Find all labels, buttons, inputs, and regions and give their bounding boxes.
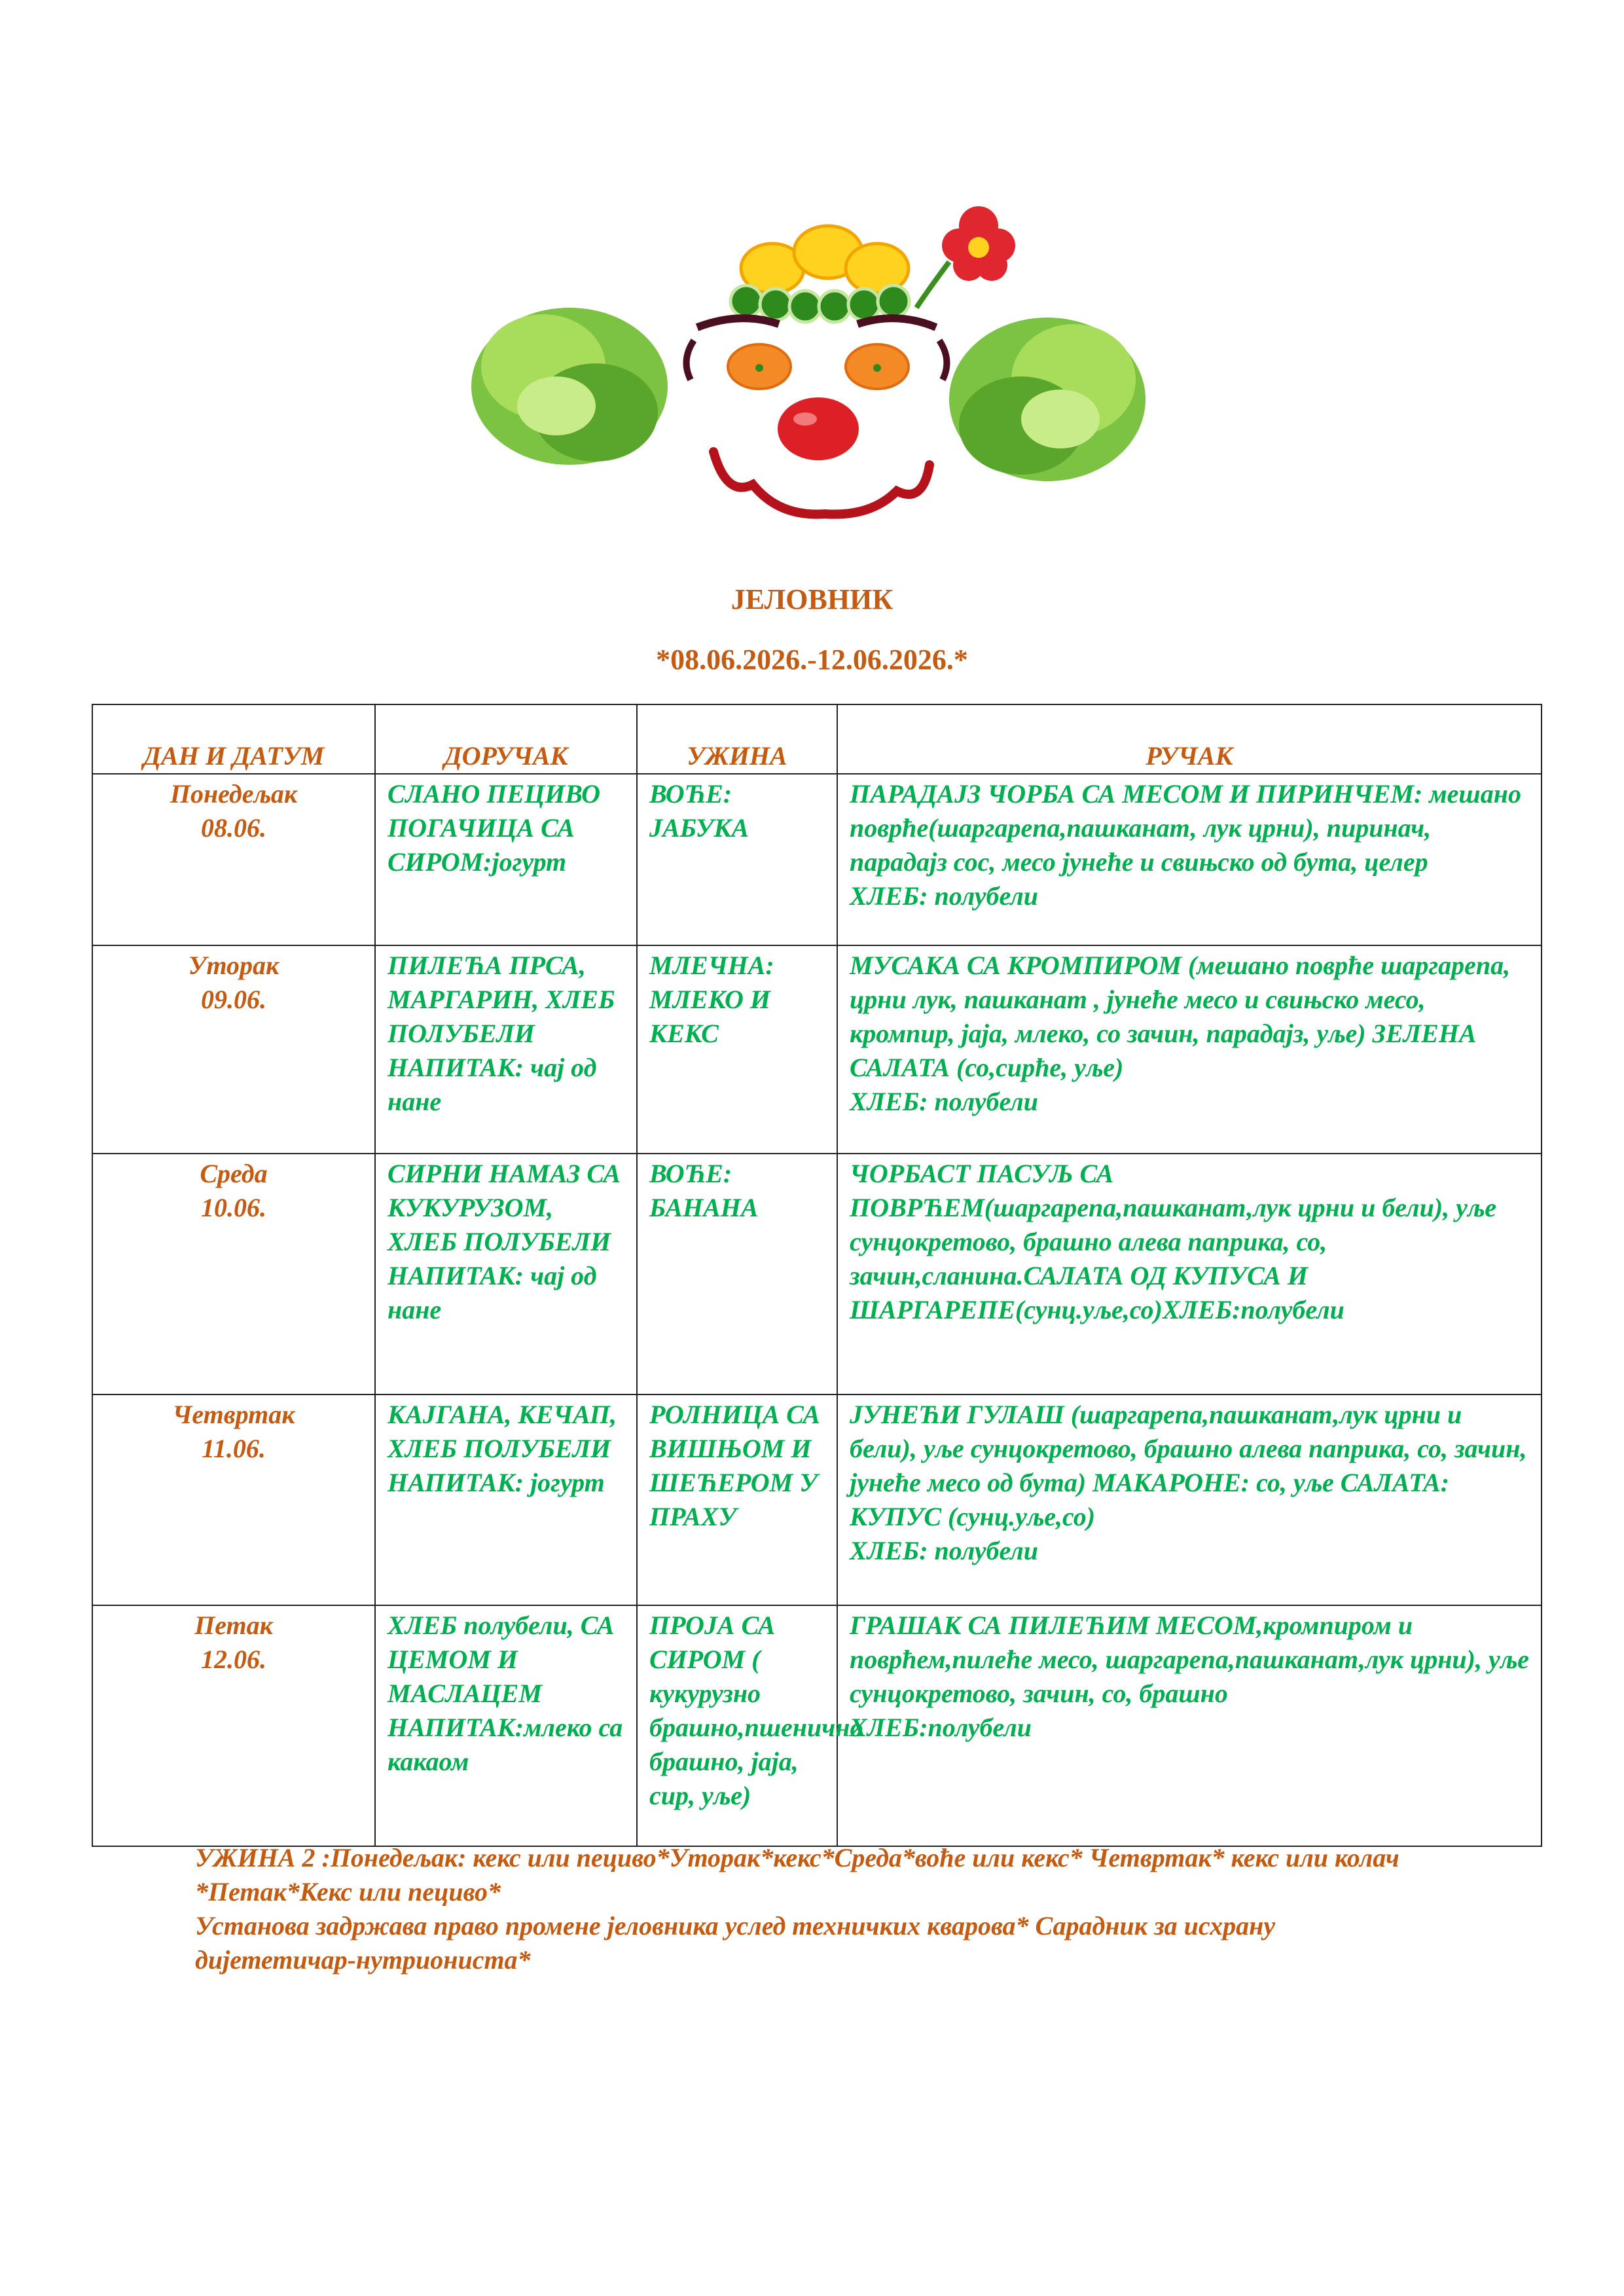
breakfast-cell: ХЛЕБ полубели, СА ЦЕМОМ И МАСЛАЦЕМ НАПИТАК:млеко са какаом — [375, 1605, 637, 1846]
snack-cell: ВОЋЕ: ЈАБУКА — [637, 774, 837, 945]
lunch-bread: ХЛЕБ: полубели — [850, 1536, 1039, 1565]
breakfast-cell: ПИЛЕЋА ПРСА, МАРГАРИН, ХЛЕБ ПОЛУБЕЛИ НАПИТАК: чај од нане — [375, 945, 637, 1154]
day-cell — [92, 945, 375, 1154]
day-name: Понедељак — [170, 779, 298, 809]
orange-slices-icon — [741, 226, 909, 293]
lunch-text: ПАРАДАЈЗ ЧОРБА СА МЕСОМ И ПИРИНЧЕМ: мешано поврће(шаргарепа,пашканат, лук црни), пиринач, парадајз сос, месо јунеће и свињско од бута, целер — [850, 779, 1521, 877]
day-cell — [92, 1605, 375, 1846]
snack-cell: МЛЕЧНА: МЛЕКО И КЕКС — [637, 945, 837, 1154]
table-row — [92, 1154, 1542, 1394]
day-name: Уторак — [188, 951, 280, 980]
lunch-bread: ХЛЕБ:полубели — [850, 1713, 1032, 1742]
vegetable-clown-illustration — [471, 190, 1159, 570]
lunch-cell — [837, 1394, 1542, 1605]
lunch-text: ЈУНЕЋИ ГУЛАШ (шаргарепа,пашканат,лук црни и бели), уље сунцокретово, брашно алева паприка, со, зачин, јунеће месо од бута) МАКАРОНЕ: со, уље САЛАТА: КУПУС (сунц.уље,со) — [850, 1400, 1527, 1531]
lettuce-left-icon — [471, 308, 668, 465]
lunch-cell — [837, 1605, 1542, 1846]
snack2-note — [195, 1841, 1439, 1909]
breakfast-cell: КАЈГАНА, КЕЧАП, ХЛЕБ ПОЛУБЕЛИ НАПИТАК: јогурт — [375, 1394, 637, 1605]
strawberry-flower-icon — [916, 206, 1015, 308]
lunch-cell — [837, 945, 1542, 1154]
menu-title: ЈЕЛОВНИК — [731, 583, 893, 615]
snack-cell: ВОЋЕ: БАНАНА — [637, 1154, 837, 1394]
column-header-snack: УЖИНА — [637, 704, 837, 774]
lettuce-right-icon — [949, 318, 1146, 481]
institution-note: Установа задржава право промене јеловника услед техничких кварова* Сарадник за исхрану дијететичар-нутриониста* — [195, 1911, 1276, 1975]
lunch-cell — [837, 774, 1542, 945]
lunch-cell — [837, 1154, 1542, 1394]
day-date: 12.06. — [201, 1645, 266, 1674]
column-header-breakfast: ДОРУЧАК — [375, 704, 637, 774]
eyebrow-right-icon — [857, 318, 936, 327]
snack2-label: УЖИНА 2 — [195, 1843, 316, 1872]
table-row — [92, 1394, 1542, 1605]
lunch-bread: ХЛЕБ: полубели — [850, 1087, 1039, 1116]
breakfast-cell: СЛАНО ПЕЦИВО ПОГАЧИЦА СА СИРОМ:јогурт — [375, 774, 637, 945]
table-header-row — [92, 704, 1542, 774]
table-row — [92, 774, 1542, 945]
table-row — [92, 1605, 1542, 1846]
day-name: Петак — [194, 1611, 273, 1640]
day-name: Среда — [200, 1159, 268, 1188]
lunch-bread: ХЛЕБ: полубели — [850, 881, 1039, 911]
breakfast-cell: СИРНИ НАМАЗ СА КУКУРУЗОМ, ХЛЕБ ПОЛУБЕЛИ НАПИТАК: чај од нане — [375, 1154, 637, 1394]
menu-table — [92, 704, 1542, 1847]
footer-notes — [195, 1841, 1439, 1977]
lunch-text: ЧОРБАСТ ПАСУЉ СА ПОВРЋЕМ(шаргарепа,пашканат,лук црни и бели), уље сунцокретово, брашно алева паприка, со, зачин,сланина.САЛАТА ОД КУПУСА И ШАРГАРЕПЕ(сунц.уље,со)ХЛЕБ:полубели — [850, 1159, 1497, 1324]
ketchup-mouth-icon — [713, 452, 929, 515]
column-header-day: ДАН И ДАТУМ — [92, 704, 375, 774]
day-cell — [92, 774, 375, 945]
column-header-lunch: РУЧАК — [837, 704, 1542, 774]
day-cell — [92, 1154, 375, 1394]
day-name: Четвртак — [172, 1400, 295, 1429]
menu-period: *08.06.2026.-12.06.2026.* — [656, 644, 968, 676]
lunch-text: ГРАШАК СА ПИЛЕЋИМ МЕСОМ,кромпиром и поврћем,пилеће месо, шаргарепа,пашканат,лук црни), уље сунцокретово, зачин, со, брашно — [850, 1611, 1529, 1708]
carrot-eyes-icon — [728, 344, 909, 389]
eyebrow-left-icon — [697, 318, 779, 327]
day-date: 10.06. — [201, 1193, 266, 1222]
table-row — [92, 945, 1542, 1154]
lunch-text: МУСАКА СА КРОМПИРОМ (мешано поврће шаргарепа, црни лук, пашканат , јунеће месо и свињско месо, кромпир, јаја, млеко, со зачин, парадајз, уље) ЗЕЛЕНА САЛАТА (со,сирће, уље) — [850, 951, 1511, 1082]
snack-cell: ПРОЈА СА СИРОМ ( кукурузно брашно,пшенично брашно, јаја, сир, уље) — [637, 1605, 837, 1846]
snack2-text: :Понедељак: кекс или пециво*Уторак*кекс*Среда*воће или кекс* Четвртак* кекс или колач *Петак*Кекс или пециво* — [195, 1843, 1399, 1906]
snack-cell: РОЛНИЦА СА ВИШЊОМ И ШЕЋЕРОМ У ПРАХУ — [637, 1394, 837, 1605]
day-cell — [92, 1394, 375, 1605]
day-date: 11.06. — [202, 1434, 266, 1463]
day-date: 09.06. — [201, 985, 266, 1014]
day-date: 08.06. — [201, 813, 266, 843]
tomato-nose-icon — [778, 397, 859, 460]
